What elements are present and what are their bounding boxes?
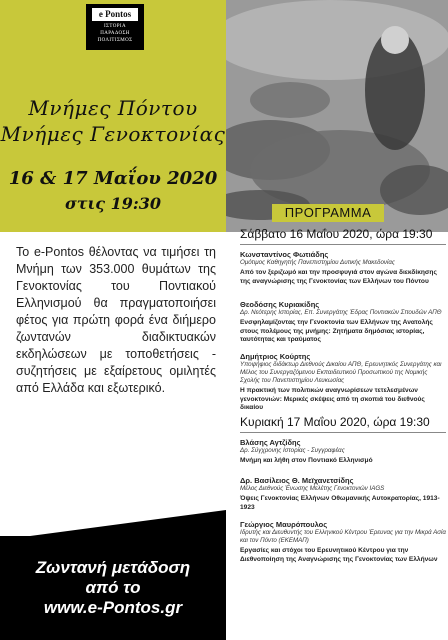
logo-line-3: ΠΟΛΙΤΙΣΜΟΣ (97, 38, 133, 43)
day2-heading: Κυριακή 17 Μαΐου 2020, ώρα 19:30 (240, 415, 430, 429)
epontos-logo (86, 4, 144, 50)
live-stream-banner (0, 536, 226, 640)
speaker-name: Δρ. Βασίλειος Θ. Μεϊχανετσίδης (240, 476, 354, 485)
talk-title: Όψεις Γενοκτονίας Ελλήνων Οθωμανικής Αυτοκρατορίας, 1913-1923 (240, 495, 440, 511)
event-time: στις 19:30 (64, 194, 162, 213)
talk-day2-3 (240, 520, 446, 564)
talk-day1-2 (240, 300, 446, 345)
event-date: 16 & 17 Μαΐου 2020 (8, 168, 218, 189)
talk-day1-3 (240, 352, 446, 413)
program-header: ΠΡΟΓΡΑΜΜΑ (272, 204, 384, 222)
talk-day2-2 (240, 476, 446, 512)
speaker-name: Δημήτριος Κούρτης (240, 352, 311, 361)
title-line-1: Μνήμες Πόντου (28, 96, 198, 120)
speaker-affiliation: Δρ. Σύγχρονης Ιστορίας - Συγγραφέας (240, 447, 345, 454)
day1-heading: Σάββατο 16 Μαΐου 2020, ώρα 19:30 (240, 227, 433, 241)
speaker-affiliation: Μέλος Διεθνούς Ένωσης Μελέτης Γενοκτονιών IAGS (240, 485, 385, 492)
speaker-affiliation: Δρ. Νεότερης Ιστορίας, Επ. Συνεργάτης Έδρας Ποντιακών Σπουδών ΑΠΘ (240, 309, 442, 316)
talk-title: Η πρακτική των πολιτικών αναγνωρίσεων τετελεσμένων γενοκτονιών: Μερικές σκέψεις από τη σκοπιά του διεθνούς δικαίου (240, 387, 425, 411)
day1-divider (240, 244, 446, 245)
speaker-name: Βλάσης Αγτζίδης (240, 438, 301, 447)
logo-line-1: ΙΣΤΟΡΙΑ (103, 24, 126, 29)
day2-divider (240, 432, 446, 433)
talk-title: Ενσφηλαμίζοντας την Γενοκτονία των Ελλήνων της Ανατολής στους πολέμους της μνήμης: Ζητήματα δημόσιας ιστορίας, ταυτότητας και τραύματος (240, 319, 433, 343)
live-line-2: από το (85, 578, 141, 597)
speaker-name: Κωνσταντίνος Φωτιάδης (240, 250, 329, 259)
speaker-affiliation: Υποψήφιος διδάκτωρ Διεθνούς Δικαίου ΑΠΘ, Ερευνητικός Συνεργάτης και Μέλος του Συνεργαζόμενου Εκπαιδευτικού Προσωπικού της Νομικής Σχολής του Πανεπιστημίου Λευκωσίας (240, 361, 442, 384)
speaker-name: Θεοδόσης Κυριακίδης (240, 300, 320, 309)
title-line-2: Μνήμες Γενοκτονίας (0, 122, 226, 146)
live-stream-text (0, 558, 226, 618)
intro-paragraph: Το e-Pontos θέλοντας να τιμήσει τη Μνήμη των 353.000 θυμάτων της Γενοκτονίας του Ποντιακού Ελληνισμού θα πραγματοποιήσει φέτος για πρώτη φορά ένα διήμερο ζωντανών διαδικτυακών εκδηλώσεων με τοποθετήσεις - συζητήσεις με εξαίρετους ομιλητές από Ελλάδα και εξωτερικό. (16, 245, 216, 395)
talk-day2-1 (240, 438, 446, 466)
live-website[interactable]: www.e-Pontos.gr (43, 598, 183, 617)
live-line-1: Ζωντανή μετάδοση (35, 558, 191, 577)
talk-title: Εργασίες και στόχοι του Ερευνητικού Κέντρου για την Διεθνοποίηση της Αναγνώρισης της Γενοκτονίας των Ελλήνων (240, 547, 438, 563)
speaker-affiliation: Ιδρυτής και Διευθυντής του Ελληνικού Κέντρου Έρευνας για την Μικρά Ασία και τον Πόντο (ΕΚΕΜΑΠ) (240, 529, 446, 544)
banner-slant (0, 510, 226, 540)
talk-day1-1 (240, 250, 446, 286)
speaker-affiliation: Ομότιμος Καθηγητής Πανεπιστημίου Δυτικής Μακεδονίας (240, 259, 395, 266)
talk-title: Μνήμη και λήθη στον Ποντιακό Ελληνισμό (240, 457, 373, 464)
speaker-name: Γεώργιος Μαυρόπουλος (240, 520, 328, 529)
logo-line-2: ΠΑΡΑΔΟΣΗ (100, 31, 130, 36)
talk-title: Από τον ξεριζωμό και την προσφυγιά στον αγώνα διεκδίκησης της αναγνώρισης της Γενοκτονίας των Ελλήνων του Πόντου (240, 269, 437, 285)
logo-box: e Pontos (92, 8, 138, 21)
